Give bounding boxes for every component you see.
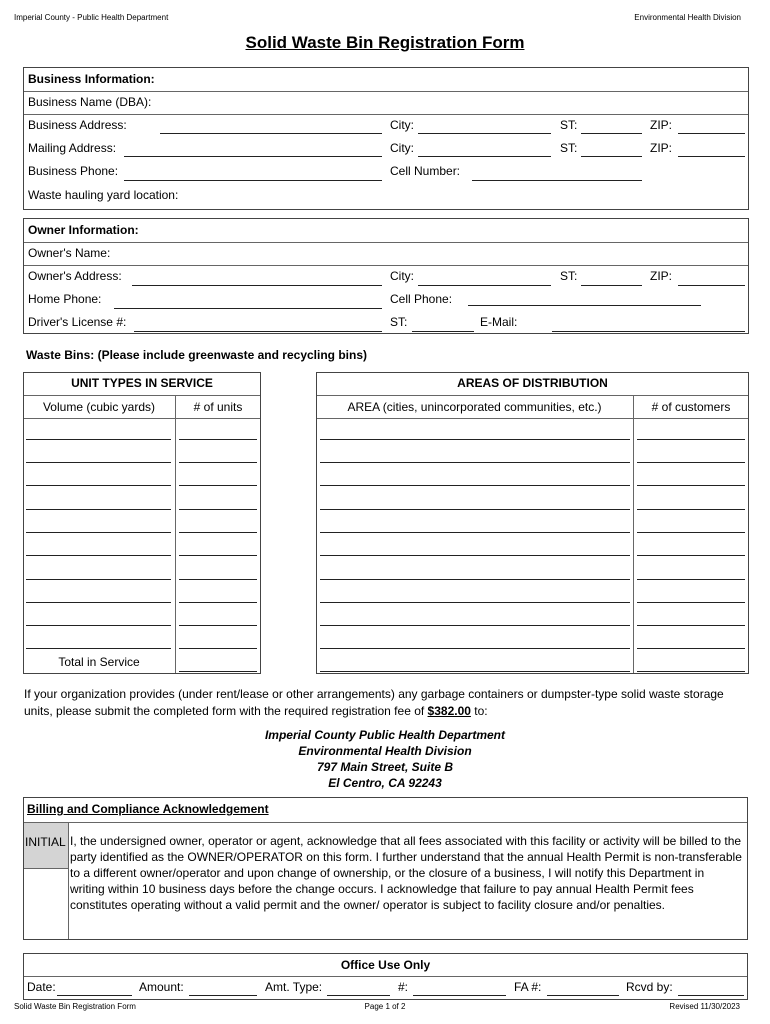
office-date-field[interactable] xyxy=(57,995,132,996)
area-row-field[interactable] xyxy=(320,555,630,556)
waste-bins-heading: Waste Bins: (Please include greenwaste and recycling bins) xyxy=(26,348,367,362)
total-in-service-label: Total in Service xyxy=(58,655,140,669)
customers-row-field[interactable] xyxy=(637,532,745,533)
area-row-field[interactable] xyxy=(320,671,630,672)
owner-zip-label: ZIP: xyxy=(650,269,673,283)
acknowledgement-heading: Billing and Compliance Acknowledgement xyxy=(27,802,269,816)
yard-location-label: Waste hauling yard location: xyxy=(28,188,179,202)
units-row-field[interactable] xyxy=(179,602,257,603)
office-fa-field[interactable] xyxy=(547,995,619,996)
customers-row-field[interactable] xyxy=(637,555,745,556)
mailing-address-label: Mailing Address: xyxy=(28,141,117,155)
areas-title: AREAS OF DISTRIBUTION xyxy=(457,376,608,390)
volume-row-field[interactable] xyxy=(26,462,171,463)
area-row-field[interactable] xyxy=(320,485,630,486)
customers-row-field[interactable] xyxy=(637,579,745,580)
license-st-label: ST: xyxy=(390,315,408,329)
footer-page-number: Page 1 of 2 xyxy=(364,1002,406,1011)
header-department: Imperial County - Public Health Department xyxy=(14,13,169,22)
owner-zip-field[interactable] xyxy=(678,285,745,286)
volume-row-field[interactable] xyxy=(26,532,171,533)
owner-address-label: Owner's Address: xyxy=(28,269,122,283)
mailing-city-label: City: xyxy=(390,141,414,155)
owner-cell-label: Cell Phone: xyxy=(390,292,453,306)
acknowledgement-text: I, the undersigned owner, operator or agent, acknowledge that all fees associated with this facility or activity will be billed to the party identified as the OWNER/OPERATOR on this form. I further understand that the annual Health Permit is non-transferable to a different owner/operator and upon change of ownership, or the closure of a business, I will notify this Department in writing within 10 business days before the change occurs. I acknowledge that failure to pay annual Health Permit fees constitutes operating without a valid permit and the owner/ operator is subject to facility closure and/or penalties. xyxy=(70,834,742,912)
volume-row-field[interactable] xyxy=(26,625,171,626)
customers-row-field[interactable] xyxy=(637,462,745,463)
email-label: E-Mail: xyxy=(480,315,518,329)
owner-st-field[interactable] xyxy=(581,285,642,286)
instructions-paragraph: If your organization provides (under rent/lease or other arrangements) any garbage containers or dumpster-type solid waste storage units, please submit the completed form with the required registration fee of $382.00 to: xyxy=(24,687,724,718)
volume-row-field[interactable] xyxy=(26,648,171,649)
units-header: # of units xyxy=(193,400,243,414)
business-name-label: Business Name (DBA): xyxy=(28,95,152,109)
cell-number-field[interactable] xyxy=(472,180,642,181)
owner-info-heading: Owner Information: xyxy=(28,223,139,237)
business-city-label: City: xyxy=(390,118,414,132)
mailing-st-field[interactable] xyxy=(581,156,642,157)
customers-header: # of customers xyxy=(651,400,731,414)
area-row-field[interactable] xyxy=(320,439,630,440)
office-number-field[interactable] xyxy=(413,995,506,996)
volume-row-field[interactable] xyxy=(26,579,171,580)
total-units-field[interactable] xyxy=(179,671,257,672)
units-row-field[interactable] xyxy=(179,625,257,626)
business-address-label: Business Address: xyxy=(28,118,127,132)
area-row-field[interactable] xyxy=(320,462,630,463)
area-row-field[interactable] xyxy=(320,509,630,510)
mailing-zip-label: ZIP: xyxy=(650,141,673,155)
footer-revised: Revised 11/30/2023 xyxy=(669,1002,740,1011)
home-phone-field[interactable] xyxy=(114,308,382,309)
business-st-field[interactable] xyxy=(581,133,642,134)
office-amt-type-label: Amt. Type: xyxy=(265,980,323,994)
units-row-field[interactable] xyxy=(179,462,257,463)
home-phone-label: Home Phone: xyxy=(28,292,102,306)
area-row-field[interactable] xyxy=(320,602,630,603)
office-rcvd-label: Rcvd by: xyxy=(626,980,673,994)
owner-cell-field[interactable] xyxy=(468,305,701,306)
units-row-field[interactable] xyxy=(179,485,257,486)
owner-st-label: ST: xyxy=(560,269,578,283)
customers-row-field[interactable] xyxy=(637,509,745,510)
volume-row-field[interactable] xyxy=(26,555,171,556)
units-row-field[interactable] xyxy=(179,509,257,510)
business-city-field[interactable] xyxy=(418,133,551,134)
business-zip-label: ZIP: xyxy=(650,118,673,132)
page-title: Solid Waste Bin Registration Form xyxy=(245,33,525,52)
owner-city-field[interactable] xyxy=(418,285,551,286)
customers-row-field[interactable] xyxy=(637,625,745,626)
volume-row-field[interactable] xyxy=(26,509,171,510)
area-row-field[interactable] xyxy=(320,579,630,580)
volume-row-field[interactable] xyxy=(26,439,171,440)
office-rcvd-field[interactable] xyxy=(678,995,744,996)
area-row-field[interactable] xyxy=(320,625,630,626)
area-row-field[interactable] xyxy=(320,648,630,649)
business-phone-label: Business Phone: xyxy=(28,164,119,178)
mailing-address-block: Imperial County Public Health Department Environmental Health Division 797 Main Street, Suite B El Centro, CA 92243 xyxy=(264,728,506,790)
office-use-title: Office Use Only xyxy=(340,958,431,972)
office-date-label: Date: xyxy=(27,980,56,994)
volume-row-field[interactable] xyxy=(26,602,171,603)
area-row-field[interactable] xyxy=(320,532,630,533)
header-division: Environmental Health Division xyxy=(634,13,741,22)
units-row-field[interactable] xyxy=(179,648,257,649)
units-row-field[interactable] xyxy=(179,439,257,440)
initial-label: INITIAL xyxy=(25,835,66,849)
business-address-field[interactable] xyxy=(160,133,382,134)
cell-number-label: Cell Number: xyxy=(390,164,461,178)
mailing-city-field[interactable] xyxy=(418,156,551,157)
owner-address-field[interactable] xyxy=(132,285,382,286)
office-fa-label: FA #: xyxy=(514,980,542,994)
registration-fee: $382.00 xyxy=(427,704,471,718)
owner-name-label: Owner's Name: xyxy=(28,246,111,260)
customers-row-field[interactable] xyxy=(637,602,745,603)
customers-row-field[interactable] xyxy=(637,485,745,486)
units-row-field[interactable] xyxy=(179,555,257,556)
unit-types-title: UNIT TYPES IN SERVICE xyxy=(71,376,213,390)
customers-row-field[interactable] xyxy=(637,671,745,672)
mailing-address-field[interactable] xyxy=(124,156,382,157)
business-phone-field[interactable] xyxy=(124,180,382,181)
owner-city-label: City: xyxy=(390,269,414,283)
footer-form-name: Solid Waste Bin Registration Form xyxy=(14,1002,136,1011)
customers-row-field[interactable] xyxy=(637,648,745,649)
area-header: AREA (cities, unincorporated communities, etc.) xyxy=(347,400,602,414)
volume-row-field[interactable] xyxy=(26,485,171,486)
customers-row-field[interactable] xyxy=(637,439,745,440)
license-st-field[interactable] xyxy=(412,331,474,332)
units-row-field[interactable] xyxy=(179,579,257,580)
email-field[interactable] xyxy=(552,331,745,332)
units-row-field[interactable] xyxy=(179,532,257,533)
office-amount-field[interactable] xyxy=(189,995,257,996)
mailing-st-label: ST: xyxy=(560,141,578,155)
drivers-license-field[interactable] xyxy=(134,331,382,332)
office-number-label: #: xyxy=(398,980,409,994)
business-zip-field[interactable] xyxy=(678,133,745,134)
business-st-label: ST: xyxy=(560,118,578,132)
volume-header: Volume (cubic yards) xyxy=(42,400,156,414)
mailing-zip-field[interactable] xyxy=(678,156,745,157)
office-amount-label: Amount: xyxy=(139,980,184,994)
drivers-license-label: Driver's License #: xyxy=(28,315,127,329)
business-info-heading: Business Information: xyxy=(28,72,155,86)
office-amt-type-field[interactable] xyxy=(327,995,390,996)
